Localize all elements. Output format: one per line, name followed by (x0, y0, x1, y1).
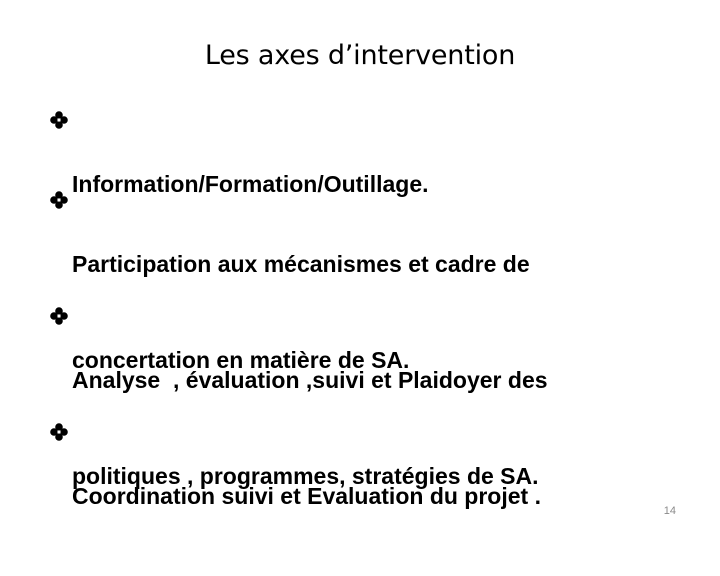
bullet-text (72, 416, 541, 576)
bullet-line: concertation en matière de SA. (72, 347, 410, 373)
bullet-line: Coordination suivi et Evaluation du projet . (72, 483, 541, 509)
diamond-bullet-icon (50, 300, 72, 332)
page-number: 14 (663, 505, 676, 517)
bullet-line: politiques , programmes, stratégies de SA. (72, 463, 539, 489)
slide-title: Les axes d’intervention (204, 40, 516, 71)
diamond-bullet-icon (50, 184, 72, 216)
bullet-line: Analyse , évaluation ,suivi et Plaidoyer des (72, 367, 548, 393)
bullet-item (50, 416, 690, 576)
bullet-line: Participation aux mécanismes et cadre de (72, 251, 530, 277)
diamond-bullet-icon (50, 416, 72, 448)
bullet-line: Information/Formation/Outillage. (72, 171, 429, 197)
diamond-bullet-icon (50, 104, 72, 136)
